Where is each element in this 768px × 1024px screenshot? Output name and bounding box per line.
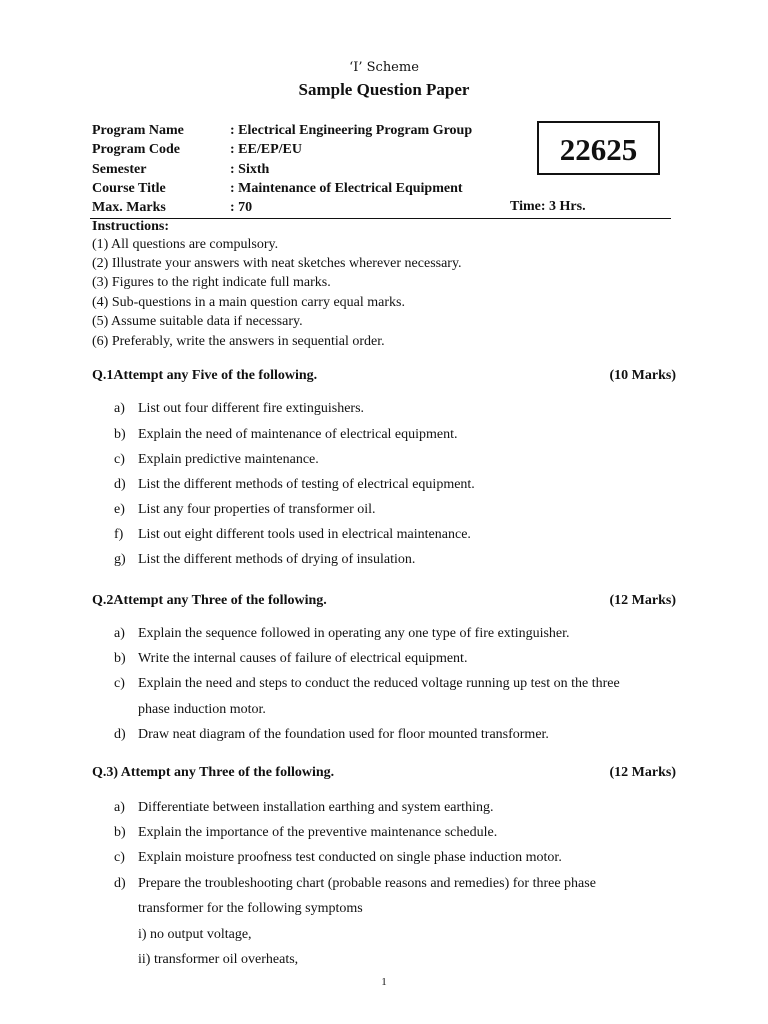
info-label: Max. Marks xyxy=(92,200,166,215)
info-value: : Electrical Engineering Program Group xyxy=(230,123,473,138)
item-letter: f) xyxy=(114,527,124,542)
info-value: : 70 xyxy=(230,200,253,215)
item-letter: g) xyxy=(114,552,126,567)
item-text: Prepare the troubleshooting chart (probable reasons and remedies) for three phase xyxy=(138,876,596,891)
item-letter: b) xyxy=(114,651,126,666)
item-letter: b) xyxy=(114,825,126,840)
question-item xyxy=(114,452,319,468)
question-3-marks: (12 Marks) xyxy=(609,765,676,780)
question-item xyxy=(114,477,475,493)
item-letter: e) xyxy=(114,502,125,517)
item-text: List out eight different tools used in electrical maintenance. xyxy=(138,527,471,542)
item-text: Explain moisture proofness test conducted on single phase induction motor. xyxy=(138,850,562,865)
question-item xyxy=(114,876,596,892)
instruction-item: (5) Assume suitable data if necessary. xyxy=(92,314,303,329)
info-value: : Maintenance of Electrical Equipment xyxy=(230,181,463,196)
item-continuation: phase induction motor. xyxy=(138,702,266,717)
info-label: Course Title xyxy=(92,181,166,196)
question-1-marks: (10 Marks) xyxy=(609,368,676,383)
question-item xyxy=(114,626,570,642)
scheme-label: ‘I’ Scheme xyxy=(349,60,419,75)
question-item xyxy=(114,800,493,816)
question-1-heading: Q.1Attempt any Five of the following. xyxy=(92,368,318,383)
question-item xyxy=(114,850,562,866)
item-letter: c) xyxy=(114,452,125,467)
item-letter: a) xyxy=(114,626,125,641)
item-letter: a) xyxy=(114,401,125,416)
item-continuation: transformer for the following symptoms xyxy=(138,901,363,916)
item-text: Explain the need of maintenance of electrical equipment. xyxy=(138,427,458,442)
page-number: 1 xyxy=(381,976,387,988)
instruction-item: (2) Illustrate your answers with neat sketches wherever necessary. xyxy=(92,256,462,271)
page-title: Sample Question Paper xyxy=(298,80,470,99)
header-divider xyxy=(90,218,671,219)
question-item xyxy=(114,401,364,417)
exam-time: Time: 3 Hrs. xyxy=(510,199,586,214)
instruction-item: (6) Preferably, write the answers in sequential order. xyxy=(92,334,385,349)
question-2-marks: (12 Marks) xyxy=(609,593,676,608)
item-letter: c) xyxy=(114,676,125,691)
item-letter: d) xyxy=(114,727,126,742)
item-text: Explain predictive maintenance. xyxy=(138,452,319,467)
sub-item: ii) transformer oil overheats, xyxy=(138,952,299,967)
instruction-item: (3) Figures to the right indicate full marks. xyxy=(92,275,331,290)
info-value: : Sixth xyxy=(230,162,270,177)
sub-item: i) no output voltage, xyxy=(138,927,252,942)
item-text: List the different methods of drying of insulation. xyxy=(138,552,416,567)
question-item xyxy=(114,651,467,667)
question-item xyxy=(114,727,549,743)
item-text: List the different methods of testing of electrical equipment. xyxy=(138,477,475,492)
info-label: Semester xyxy=(92,162,147,177)
instructions-heading: Instructions: xyxy=(92,219,170,234)
info-label: Program Code xyxy=(92,142,180,157)
item-text: Differentiate between installation earthing and system earthing. xyxy=(138,800,494,815)
question-item xyxy=(114,825,497,841)
question-2-heading: Q.2Attempt any Three of the following. xyxy=(92,593,327,608)
info-label: Program Name xyxy=(92,123,184,138)
instruction-item: (1) All questions are compulsory. xyxy=(92,237,279,252)
instruction-item: (4) Sub-questions in a main question carry equal marks. xyxy=(92,295,405,310)
question-item xyxy=(114,676,620,692)
item-letter: a) xyxy=(114,800,125,815)
item-text: Draw neat diagram of the foundation used for floor mounted transformer. xyxy=(138,727,549,742)
question-3-heading: Q.3) Attempt any Three of the following. xyxy=(92,765,335,780)
question-item xyxy=(114,552,415,568)
item-letter: d) xyxy=(114,876,126,891)
item-letter: b) xyxy=(114,427,126,442)
item-text: Explain the sequence followed in operating any one type of fire extinguisher. xyxy=(138,626,570,641)
question-item xyxy=(114,527,471,543)
item-text: List out four different fire extinguishers. xyxy=(138,401,365,416)
item-text: Explain the need and steps to conduct the reduced voltage running up test on the three xyxy=(138,676,620,691)
paper-code-box: 22625 xyxy=(537,121,660,175)
info-value: : EE/EP/EU xyxy=(230,142,302,157)
question-item xyxy=(114,502,376,518)
item-letter: d) xyxy=(114,477,126,492)
item-text: List any four properties of transformer oil. xyxy=(138,502,376,517)
item-text: Explain the importance of the preventive maintenance schedule. xyxy=(138,825,498,840)
question-item xyxy=(114,427,458,443)
item-letter: c) xyxy=(114,850,125,865)
item-text: Write the internal causes of failure of electrical equipment. xyxy=(138,651,468,666)
